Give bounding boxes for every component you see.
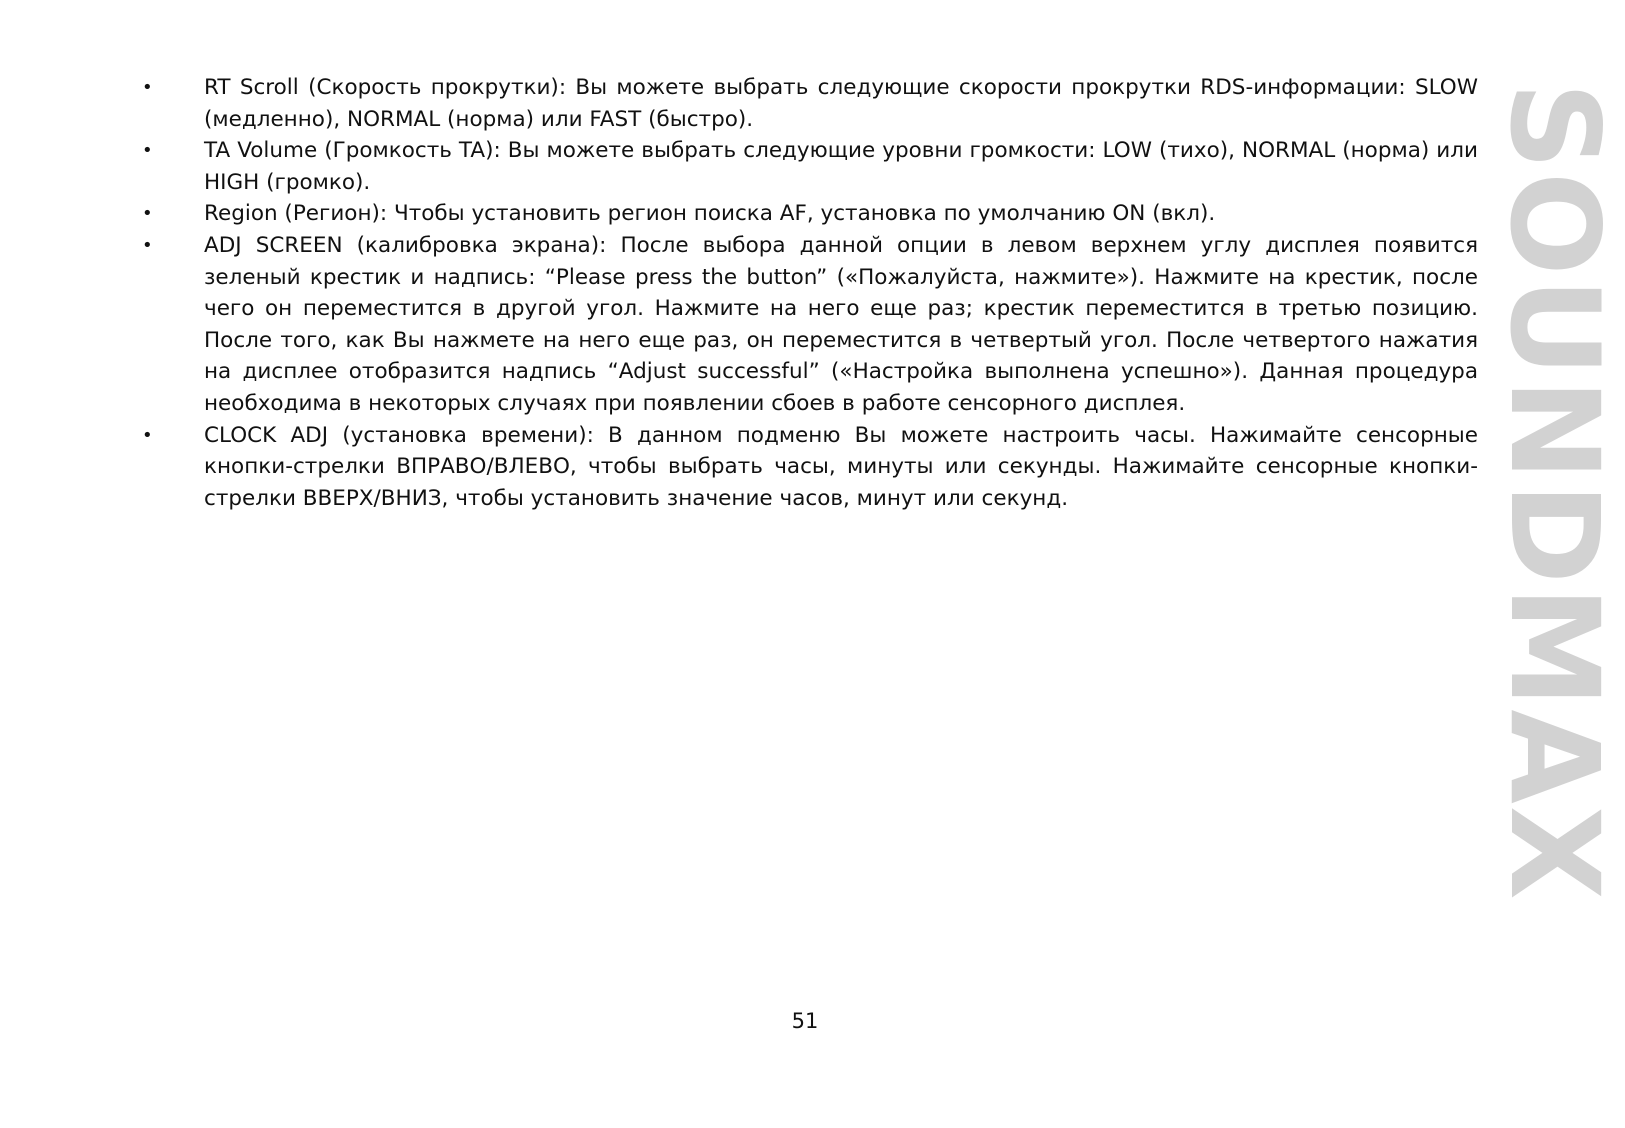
- bullet-icon: •: [142, 424, 153, 446]
- list-item: [140, 135, 1478, 198]
- list-item-text: CLOCK ADJ (установка времени): В данном подменю Вы можете настроить часы. Нажимайте сенсорные кнопки-стрелки ВПРАВО/ВЛЕВО, чтобы выбрать часы, минуты или секунды. Нажимайте сенсорные кнопки-стрелки ВВЕРХ/ВНИЗ, чтобы установить значение часов, минут или секунд.: [204, 422, 1478, 511]
- settings-list: [140, 72, 1478, 514]
- page-number: 51: [791, 1009, 819, 1033]
- list-item: [140, 420, 1478, 515]
- list-item: [140, 230, 1478, 420]
- brand-logo-text: SOUNDMAX: [1483, 82, 1625, 902]
- bullet-icon: •: [142, 203, 153, 225]
- bullet-icon: •: [142, 77, 153, 98]
- list-item-text: TA Volume (Громкость TA): Вы можете выбрать следующие уровни громкости: LOW (тихо), NORMAL (норма) или HIGH (громко).: [204, 138, 1478, 195]
- brand-watermark: [1483, 82, 1625, 1002]
- list-item: [140, 198, 1478, 230]
- list-item-text: ADJ SCREEN (калибровка экрана): После выбора данной опции в левом верхнем углу дисплея появится зеленый крестик и надпись: “Please press the button” («Пожалуйста, нажмите»). Нажмите на крестик, после чего он переместится в другой угол. Нажмите на него еще раз; крестик переместится в третью позицию. После того, как Вы нажмете на него еще раз, он переместится в четвертый угол. После четвертого нажатия на дисплее отобразится надпись “Adjust successful” («Настройка выполнена успешно»). Данная процедура необходима в некоторых случаях при появлении сбоев в работе сенсорного дисплея.: [204, 232, 1478, 416]
- document-body: [140, 72, 1478, 514]
- bullet-icon: •: [142, 140, 153, 162]
- list-item-text: Region (Регион): Чтобы установить регион поиска AF, установка по умолчанию ON (вкл).: [204, 201, 1216, 227]
- bullet-icon: •: [142, 234, 153, 256]
- list-item-text: RT Scroll (Скорость прокрутки): Вы можете выбрать следующие скорости прокрутки RDS-информации: SLOW (медленно), NORMAL (норма) или FAST (быстро).: [204, 75, 1478, 132]
- list-item: [140, 72, 1478, 135]
